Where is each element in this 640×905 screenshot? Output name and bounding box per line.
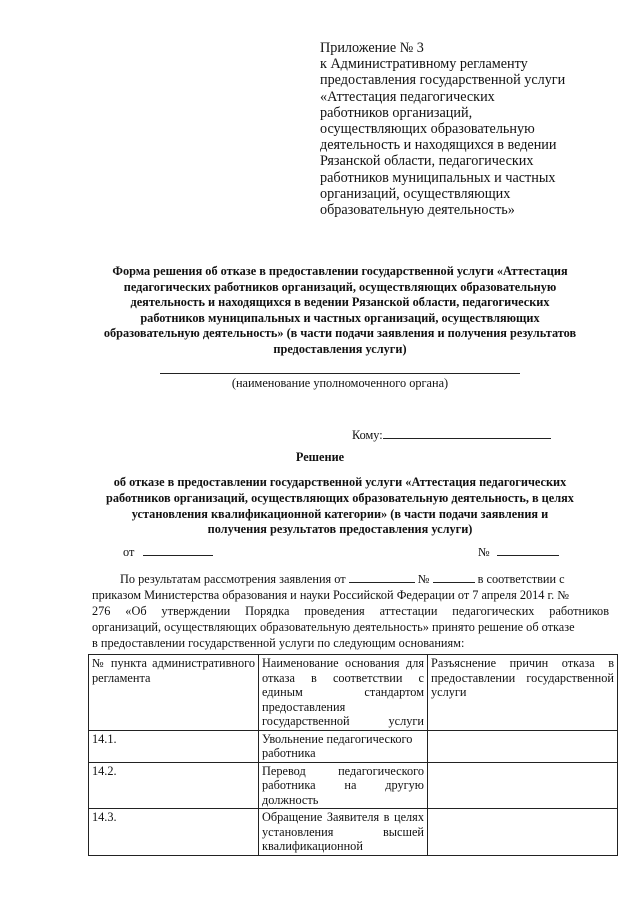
form-title-line: образовательную деятельность» (в части подачи заявления и получения результатов <box>103 326 577 340</box>
date-label: от <box>123 545 135 559</box>
appendix-line: работников организаций, <box>320 104 473 121</box>
organ-name-caption: (наименование уполномоченного органа) <box>231 376 449 390</box>
row-clause-number: 14.3. <box>89 809 259 856</box>
header-cell-clause-number: № пункта административного регламента <box>89 655 259 731</box>
form-title-line: деятельность и находящихся в ведении Рязанской области, педагогических <box>130 295 550 309</box>
decision-title-line: получения результатов предоставления услуги) <box>207 522 473 537</box>
body-line-1 <box>92 571 609 587</box>
decision-title-line: об отказе в предоставлении государственной услуги «Аттестация педагогических <box>113 475 567 489</box>
body-line: организаций, осуществляющих образовательную деятельность» принято решение об отказе <box>92 620 575 634</box>
body-text-part: № <box>417 572 430 586</box>
row-explanation[interactable] <box>428 730 618 762</box>
application-number-blank[interactable] <box>433 572 475 583</box>
header-cell-explanation: Разъяснение причин отказа в предоставлении государственной услуги <box>428 655 618 731</box>
table-row <box>89 762 618 809</box>
decision-title-line: установления квалификационной категории» (в части подачи заявления и <box>131 506 549 521</box>
form-title-line: педагогических работников организаций, осуществляющих образовательную <box>123 279 557 294</box>
body-line: 276 «Об утверждении Порядка проведения аттестации педагогических работников <box>92 604 609 618</box>
recipient-blank[interactable] <box>383 427 551 439</box>
decision-number-line <box>478 545 559 560</box>
table-header-row <box>89 655 618 731</box>
date-blank[interactable] <box>143 545 213 556</box>
body-text-part: в соответствии с <box>477 572 565 586</box>
row-clause-number: 14.2. <box>89 762 259 809</box>
body-line: в предоставлении государственной услуги по следующим основаниям: <box>92 636 465 650</box>
decision-date-line <box>123 545 213 560</box>
row-explanation[interactable] <box>428 762 618 809</box>
appendix-header <box>320 40 620 218</box>
appendix-line: к Административному регламенту <box>320 56 528 73</box>
appendix-line: деятельность и находящихся в ведении <box>320 137 557 154</box>
table-row <box>89 730 618 762</box>
form-title-line: Форма решения об отказе в предоставлении государственной услуги «Аттестация <box>112 264 568 278</box>
appendix-line: организаций, осуществляющих <box>320 185 511 202</box>
row-ground-name: Увольнение педагогического работника <box>259 730 428 762</box>
decision-body <box>92 571 609 651</box>
body-line: приказом Министерства образования и науки Российской Федерации от 7 апреля 2014 г. № <box>92 588 570 602</box>
recipient-line <box>352 427 551 443</box>
form-title <box>80 264 600 357</box>
header-cell-ground-name: Наименование основания для отказа в соответствии с единым стандартом предоставления государственной услуги <box>259 655 428 731</box>
appendix-line: образовательную деятельность» <box>320 202 515 219</box>
application-date-blank[interactable] <box>349 572 415 583</box>
table-row <box>89 809 618 856</box>
number-blank[interactable] <box>497 545 559 556</box>
refusal-reasons-table <box>88 654 618 856</box>
decision-heading: Решение <box>295 450 345 464</box>
decision-title <box>70 475 610 538</box>
decision-title-line: работников организаций, осуществляющих образовательную деятельность, в целях <box>106 490 574 505</box>
row-ground-name: Обращение Заявителя в целях установления высшей квалификационной <box>259 809 428 856</box>
row-ground-name: Перевод педагогического работника на другую должность <box>259 762 428 809</box>
form-title-line: предоставления услуги) <box>273 341 407 356</box>
body-text-part: По результатам рассмотрения заявления от <box>120 572 346 586</box>
row-explanation[interactable] <box>428 809 618 856</box>
recipient-label: Кому: <box>352 428 383 442</box>
organ-name-blank-line[interactable] <box>160 373 520 374</box>
appendix-line: предоставления государственной услуги <box>320 72 566 89</box>
row-clause-number: 14.1. <box>89 730 259 762</box>
form-title-line: работников муниципальных и частных организаций, осуществляющих <box>140 310 540 325</box>
appendix-line: Рязанской области, педагогических <box>320 153 534 170</box>
appendix-line: «Аттестация педагогических <box>320 88 495 105</box>
number-label: № <box>478 545 490 559</box>
appendix-line: осуществляющих образовательную <box>320 121 535 138</box>
appendix-line: Приложение № 3 <box>320 40 424 56</box>
appendix-line: работников муниципальных и частных <box>320 169 556 186</box>
